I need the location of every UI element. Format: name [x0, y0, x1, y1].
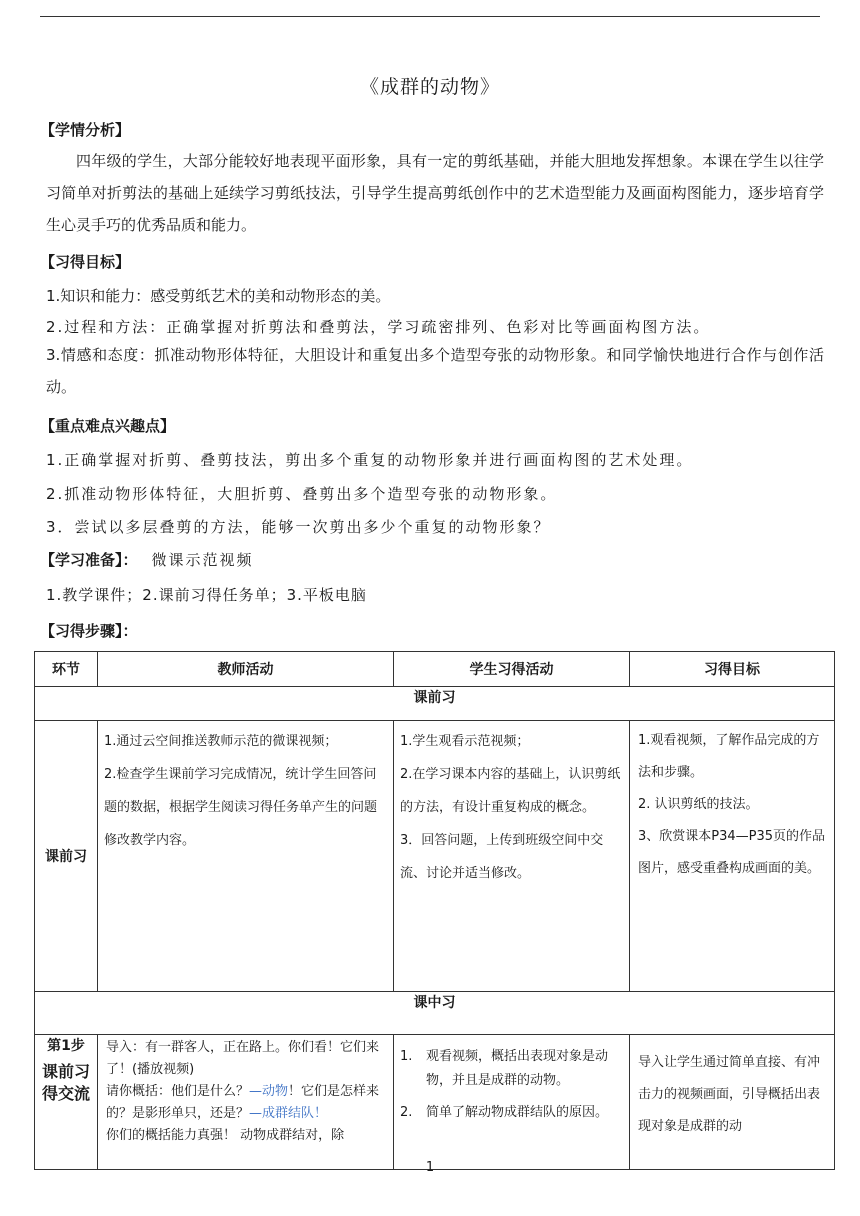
goal-line: 3、欣赏课本P34—P35页的作品图片，感受重叠构成画面的美。: [638, 829, 826, 876]
teacher-note: 你们的概括能力真强！ 动物成群结对，除: [106, 1128, 345, 1143]
student-item: 1.学生观看示范视频；: [400, 734, 530, 749]
table-row: [35, 1035, 835, 1170]
teacher-activity: [98, 721, 394, 992]
student-activity: [394, 1035, 630, 1170]
teacher-question-text: 请你概括：他们是什么？: [106, 1084, 250, 1099]
student-item: [400, 1045, 623, 1093]
steps-heading: 【习得步骤】：: [40, 622, 138, 640]
header-rule: [40, 16, 820, 17]
item-number: 2.: [400, 1105, 413, 1120]
preparation-heading: [40, 549, 254, 570]
teacher-question-text: ！它们是怎样来的？是影形单只，还是？: [106, 1084, 380, 1121]
teacher-activity: [98, 1035, 394, 1170]
analysis-heading: 【学情分析】: [40, 121, 131, 139]
step-label: [35, 1035, 98, 1170]
learning-goal: 导入让学生通过简单直接、有冲击力的视频画面，引导概括出表现对象是成群的动: [630, 1035, 835, 1170]
teacher-question: [106, 1081, 387, 1125]
step-number: 第1步: [47, 1038, 85, 1054]
teacher-item: 2.检查学生课前学习完成情况，统计学生回答问题的数据，根据学生阅读习得任务单产生的问题修改教学内容。: [104, 767, 378, 848]
teacher-intro: 导入：有一群客人，正在路上。你们看！它们来了！(播放视频): [106, 1040, 380, 1077]
row-label: 课前习: [35, 721, 98, 992]
preparation-label: 【学习准备】：: [40, 551, 138, 569]
phase-row-pre: [35, 687, 835, 721]
preparation-items: 1.教学课件；2.课前习得任务单；3.平板电脑: [46, 586, 367, 604]
header-student: 学生习得活动: [394, 652, 630, 687]
table-header-row: [35, 652, 835, 687]
item-number: 1.: [400, 1049, 413, 1064]
teacher-answer: —动物: [249, 1084, 289, 1099]
page-number: 1: [425, 1160, 435, 1175]
goals-heading: 【习得目标】: [40, 253, 131, 271]
phase-row-in-class: [35, 992, 835, 1035]
steps-table: [34, 651, 835, 1170]
key-points-heading: 【重点难点兴趣点】: [40, 417, 176, 435]
item-text: 简单了解动物成群结队的原因。: [426, 1105, 609, 1120]
student-item: 3．回答问题，上传到班级空间中交流、讨论并适当修改。: [400, 833, 604, 881]
preparation-note: 微课示范视频: [151, 551, 254, 569]
item-text: 观看视频，概括出表现对象是动物，并且是成群的动物。: [426, 1049, 609, 1088]
analysis-body: 四年级的学生，大部分能较好地表现平面形象，具有一定的剪纸基础，并能大胆地发挥想象。本课在学生以往学习简单对折剪法的基础上延续学习剪纸技法，引导学生提高剪纸创作中的艺术造型能力及画面构图能力，逐步培育学生心灵手巧的优秀品质和能力。: [46, 152, 824, 234]
key-point-item: 3．尝试以多层叠剪的方法，能够一次剪出多少个重复的动物形象？: [46, 518, 551, 536]
step-name: 课前习得交流: [41, 1062, 90, 1103]
key-point-item: 1.正确掌握对折剪、叠剪技法，剪出多个重复的动物形象并进行画面构图的艺术处理。: [46, 451, 694, 469]
goal-line: 1.观看视频，了解作品完成的方法和步骤。: [638, 733, 820, 780]
header-goal: 习得目标: [630, 652, 835, 687]
learning-goal: [630, 721, 835, 992]
phase-label: 课中习: [35, 992, 835, 1035]
teacher-item: 1.通过云空间推送教师示范的微课视频；: [104, 734, 338, 749]
student-item: 2.在学习课本内容的基础上，认识剪纸的方法，有设计重复构成的概念。: [400, 767, 621, 815]
key-point-item: 2.抓准动物形体特征，大胆折剪、叠剪出多个造型夸张的动物形象。: [46, 485, 558, 503]
table-row: [35, 721, 835, 992]
student-item: [400, 1101, 623, 1125]
student-activity: [394, 721, 630, 992]
page-title: 《成群的动物》: [359, 76, 500, 98]
goal-item: 2.过程和方法：正确掌握对折剪法和叠剪法，学习疏密排列、色彩对比等画面构图方法。: [46, 318, 711, 336]
header-teacher: 教师活动: [98, 652, 394, 687]
header-stage: 环节: [35, 652, 98, 687]
phase-label: 课前习: [35, 687, 835, 721]
goal-line: 2. 认识剪纸的技法。: [638, 797, 759, 812]
goal-item: 1.知识和能力：感受剪纸艺术的美和动物形态的美。: [46, 287, 391, 305]
goal-item: 3.情感和态度：抓准动物形体特征，大胆设计和重复出多个造型夸张的动物形象。和同学愉快地进行合作与创作活动。: [46, 346, 824, 396]
teacher-answer: —成群结队！: [249, 1106, 328, 1121]
